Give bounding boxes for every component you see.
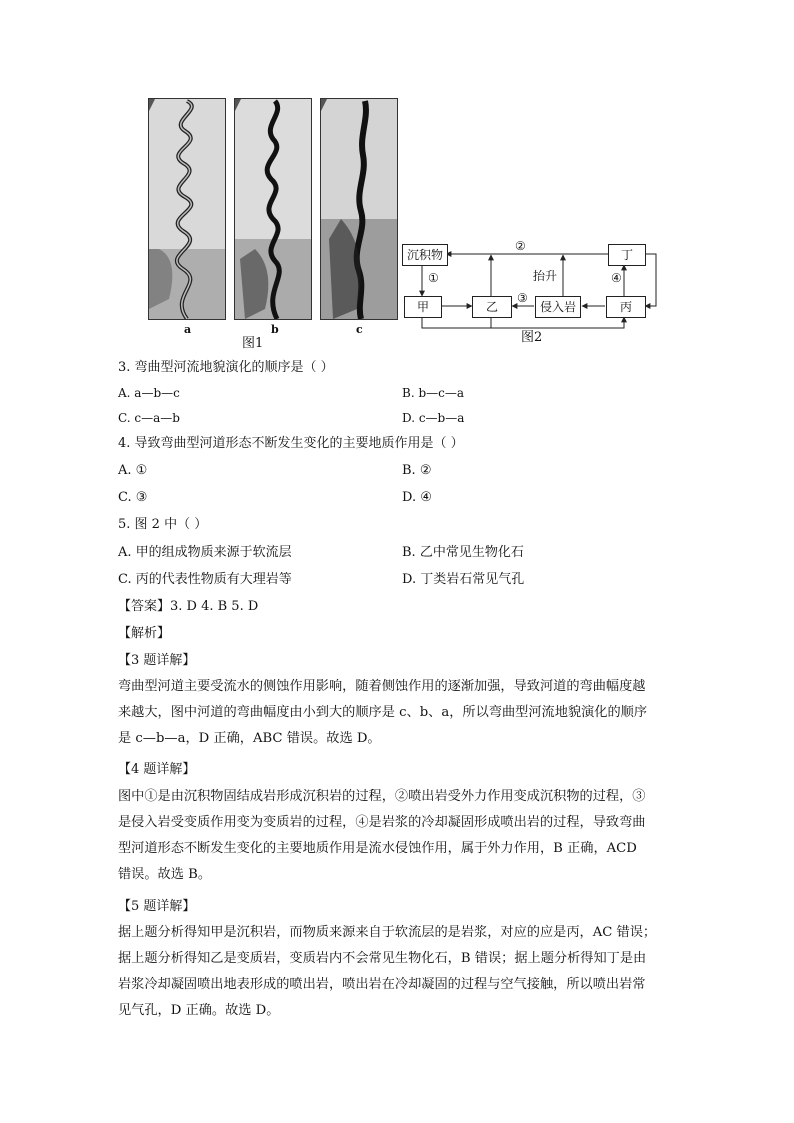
detail-5-line: 据上题分析得知乙是变质岩，变质岩内不会常见生物化石，B 错误；据上题分析得知丁是由 bbox=[118, 951, 647, 966]
photo-label-a: a bbox=[184, 323, 192, 336]
question-3-option-c: C. c—a—b bbox=[118, 411, 180, 425]
node-bing: 丙 bbox=[606, 296, 646, 318]
question-3-option-d: D. c—b—a bbox=[402, 411, 465, 425]
detail-3-body bbox=[118, 674, 678, 752]
detail-5-line: 见气孔，D 正确。故选 D。 bbox=[118, 1003, 280, 1018]
detail-5-line: 岩浆冷却凝固喷出地表形成的喷出岩，喷出岩在冷却凝固的过程与空气接触，所以喷出岩常 bbox=[118, 977, 646, 992]
node-jia: 甲 bbox=[404, 296, 442, 318]
node-ding: 丁 bbox=[608, 244, 646, 266]
question-4-option-d: D. ④ bbox=[402, 490, 432, 505]
question-4-stem: 4. 导致弯曲型河道形态不断发生变化的主要地质作用是（ ） bbox=[118, 436, 464, 451]
detail-4-line: 图中①是由沉积物固结成岩形成沉积岩的过程，②喷出岩受外力作用变成沉积物的过程，③ bbox=[118, 789, 646, 804]
label-circle-3: ③ bbox=[517, 291, 528, 305]
detail-5-line: 据上题分析得知甲是沉积岩，而物质来源来自于软流层的是岩浆，对应的应是丙，AC 错误； bbox=[118, 925, 657, 940]
question-3-option-b: B. b—c—a bbox=[402, 386, 465, 400]
detail-4-body bbox=[118, 784, 678, 888]
detail-5-body bbox=[118, 920, 678, 1024]
question-4-option-a: A. ① bbox=[118, 463, 148, 478]
detail-5-heading: 【5 题详解】 bbox=[118, 899, 196, 914]
answer-line: 【答案】3. D 4. B 5. D bbox=[118, 599, 259, 614]
question-4-option-b: B. ② bbox=[402, 463, 432, 478]
question-5-option-b: B. 乙中常见生物化石 bbox=[402, 545, 524, 560]
question-4-option-c: C. ③ bbox=[118, 490, 148, 505]
label-circle-1: ① bbox=[428, 271, 439, 285]
detail-4-heading: 【4 题详解】 bbox=[118, 762, 196, 777]
question-5-option-c: C. 丙的代表性物质有大理岩等 bbox=[118, 572, 292, 587]
detail-3-heading: 【3 题详解】 bbox=[118, 653, 196, 668]
question-3-option-a: A. a—b—c bbox=[118, 386, 180, 400]
photo-label-c: c bbox=[356, 323, 363, 336]
node-sediment: 沉积物 bbox=[402, 244, 448, 266]
detail-4-line: 型河道形态不断发生变化的主要地质作用是流水侵蚀作用，属于外力作用，B 正确，ACD bbox=[118, 841, 637, 856]
figure-2-caption: 图2 bbox=[521, 330, 543, 345]
figure-1-caption: 图1 bbox=[242, 336, 264, 351]
photo-label-b: b bbox=[271, 323, 279, 336]
detail-3-line: 来越大，图中河道的弯曲幅度由小到大的顺序是 c、b、a，所以弯曲型河流地貌演化的顺序 bbox=[118, 705, 648, 720]
river-photo-a bbox=[148, 98, 226, 320]
question-5-option-d: D. 丁类岩石常见气孔 bbox=[402, 572, 525, 587]
detail-3-line: 弯曲型河道主要受流水的侧蚀作用影响，随着侧蚀作用的逐渐加强，导致河道的弯曲幅度越 bbox=[118, 679, 646, 694]
label-uplift: 抬升 bbox=[533, 269, 558, 283]
detail-3-line: 是 c—b—a，D 正确，ABC 错误。故选 D。 bbox=[118, 731, 381, 746]
river-photo-c bbox=[320, 98, 398, 320]
river-photo-b bbox=[234, 98, 312, 320]
node-intrusive: 侵入岩 bbox=[535, 296, 581, 318]
label-circle-4: ④ bbox=[611, 271, 622, 285]
question-3-stem: 3. 弯曲型河流地貌演化的顺序是（ ） bbox=[118, 360, 334, 375]
analysis-heading: 【解析】 bbox=[118, 626, 171, 641]
detail-4-line: 是侵入岩受变质作用变为变质岩的过程，④是岩浆的冷却凝固形成喷出岩的过程，导致弯曲 bbox=[118, 815, 646, 830]
question-5-stem: 5. 图 2 中（ ） bbox=[118, 517, 208, 532]
question-5-option-a: A. 甲的组成物质来源于软流层 bbox=[118, 545, 292, 560]
node-yi: 乙 bbox=[472, 296, 512, 318]
detail-4-line: 错误。故选 B。 bbox=[118, 867, 212, 882]
label-circle-2: ② bbox=[515, 239, 526, 253]
